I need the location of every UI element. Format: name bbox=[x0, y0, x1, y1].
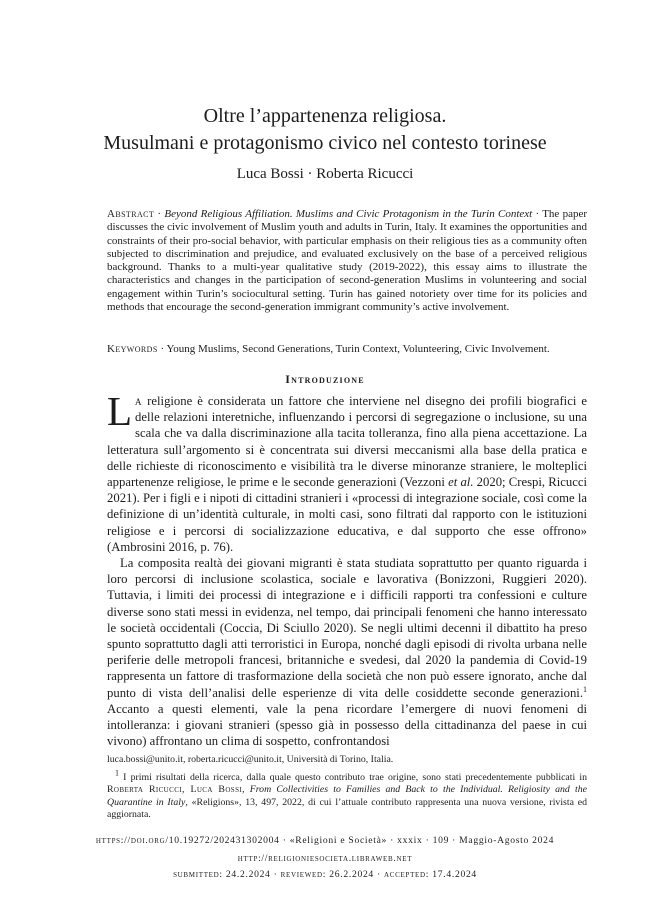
drop-cap-continuation: a bbox=[135, 394, 143, 408]
body-text bbox=[107, 388, 588, 749]
keywords bbox=[107, 343, 587, 356]
abstract-separator: · bbox=[532, 208, 543, 220]
abstract-text: The paper discusses the civic involvement of Muslim youth and adults in Turin, Italy. It examines the opportunities and constraints of their pro-social behavior, with particular emphasis on their religious ties as a community often subjected to discrimination and prejudice, and evaluated exclusively on the base of a perceived religious background. Thanks to a multi-year qualitative study (2019-2022), this essay aims to illustrate the characteristics and changes in the participation of second-generation Muslims in volunteering and social engagement within Turin’s sociocultural setting. Turin has gained notoriety over time for its policies and methods that encourage the second-generation immigrant community’s active involvement. bbox=[107, 208, 587, 314]
section-heading: Introduzione bbox=[285, 372, 365, 386]
footnote-text: I primi risultati della ricerca, dalla quale questo contributo trae origine, sono stati precedentemente pubblicati in bbox=[119, 772, 587, 783]
paragraph-text: 2020; Crespi, Ricucci 2021). Per i figli e i nipoti di cittadini stranieri i «processi di integrazione sociale, così come la definizione di un’identità culturale, in molti casi, sono filtrati dal rapporto con le istituzioni religiose e i percorsi di socializzazione educativa, e dal supporto che esse offrono» (Ambrosini 2016, p. 76). bbox=[107, 475, 588, 554]
footnote-reference[interactable]: 1 bbox=[583, 684, 587, 694]
citation-et-al: et al. bbox=[448, 475, 474, 490]
footnote-text: , bbox=[242, 784, 250, 796]
abstract-label: Abstract bbox=[107, 208, 155, 220]
journal-url[interactable]: http://religioniesocieta.libraweb.net bbox=[237, 853, 413, 864]
journal-info: · «Religioni e Società» · xxxix · 109 · Maggio-Agosto 2024 bbox=[279, 835, 555, 846]
footnote-1 bbox=[107, 768, 587, 821]
keywords-label: Keywords bbox=[107, 343, 158, 355]
paper-title-line-1: Oltre l’appartenenza religiosa. bbox=[203, 105, 447, 127]
footnote-cited-title: From Collectivities to Families and Back to the Individual. Religiosity and the Quarantine in Italy bbox=[107, 784, 587, 808]
author-list: Luca Bossi · Roberta Ricucci bbox=[236, 166, 414, 182]
footnote-cited-authors: Roberta Ricucci, Luca Bossi bbox=[107, 784, 243, 796]
abstract-separator: · bbox=[154, 208, 165, 220]
footnote-text: , «Religions», 13, 497, 2022, di cui l’attuale contributo rappresenta una nuova versione, rivista ed aggiornata. bbox=[107, 796, 587, 820]
body-paragraph-1 bbox=[107, 388, 588, 555]
footer-citation-line bbox=[0, 835, 650, 846]
paragraph-text: Accanto a questi elementi, vale la pena ricordare l’emergere di nuovi fenomeni di intolleranza: i giovani stranieri (spesso già in possesso della cittadinanza del paese in cui vivono) affrontano un clima di sospetto, confrontandosi bbox=[107, 701, 587, 749]
paper-title-line-2: Musulmani e protagonismo civico nel contesto torinese bbox=[103, 132, 547, 154]
body-paragraph-2 bbox=[107, 555, 587, 749]
abstract-english-title: Beyond Religious Affiliation. Muslims and Civic Protagonism in the Turin Context bbox=[164, 208, 533, 220]
doi-link[interactable]: https://doi.org/10.19272/202431302004 bbox=[95, 835, 280, 846]
paragraph-text: religione è considerata un fattore che interviene nel disegno dei profili biografici e delle relazioni interetniche, influenzando i percorsi di segregazione o inclusione, su una scala che va dalla discriminazione alla tacita tolleranza, fino alla piena accettazione. La letteratura sull’argomento si è concentrata sui diversi meccanismi alla base della pratica e delle richieste di riconoscimento e visibilità tra le diverse minoranze straniere, le molteplici appartenenze religiose, le prime e le seconde generazioni (Vezzoni bbox=[107, 394, 587, 490]
drop-cap: L bbox=[107, 388, 133, 434]
abstract bbox=[107, 208, 587, 314]
keywords-separator: · bbox=[157, 343, 167, 355]
author-contact-note: luca.bossi@unito.it, roberta.ricucci@unito.it, Università di Torino, Italia. bbox=[107, 754, 394, 765]
footnote-number: 1 bbox=[115, 768, 119, 778]
keywords-text: Young Muslims, Second Generations, Turin Context, Volunteering, Civic Involvement. bbox=[166, 343, 550, 355]
paragraph-text: La composita realtà dei giovani migranti è stata studiata soprattutto per quanto riguarda i loro percorsi di inclusione scolastica, sociale e lavorativa (Bonizzoni, Ruggieri 2020). Tuttavia, i limiti dei processi di integrazione e i difficili rapporti tra confessioni e culture diverse sono stati messi in evidenza, nel tempo, dai principali fenomeni che hanno interessato le società occidentali (Coccia, Di Sciullo 2020). Se negli ultimi decenni il dibattito ha preso spunto soprattutto dagli atti terroristici in Europa, nonché dagli episodi di rivolta urbana nelle periferie delle metropoli francesi, britanniche e svedesi, dal 2020 la pandemia di Covid-19 rappresenta un fattore di trasformazione della società che non può essere ignorato, anche dal punto di vista dell’analisi delle esperienze di vita delle cosiddette seconde generazioni. bbox=[107, 556, 587, 700]
submission-dates: submitted: 24.2.2024 · reviewed: 26.2.2024 · accepted: 17.4.2024 bbox=[173, 869, 477, 880]
